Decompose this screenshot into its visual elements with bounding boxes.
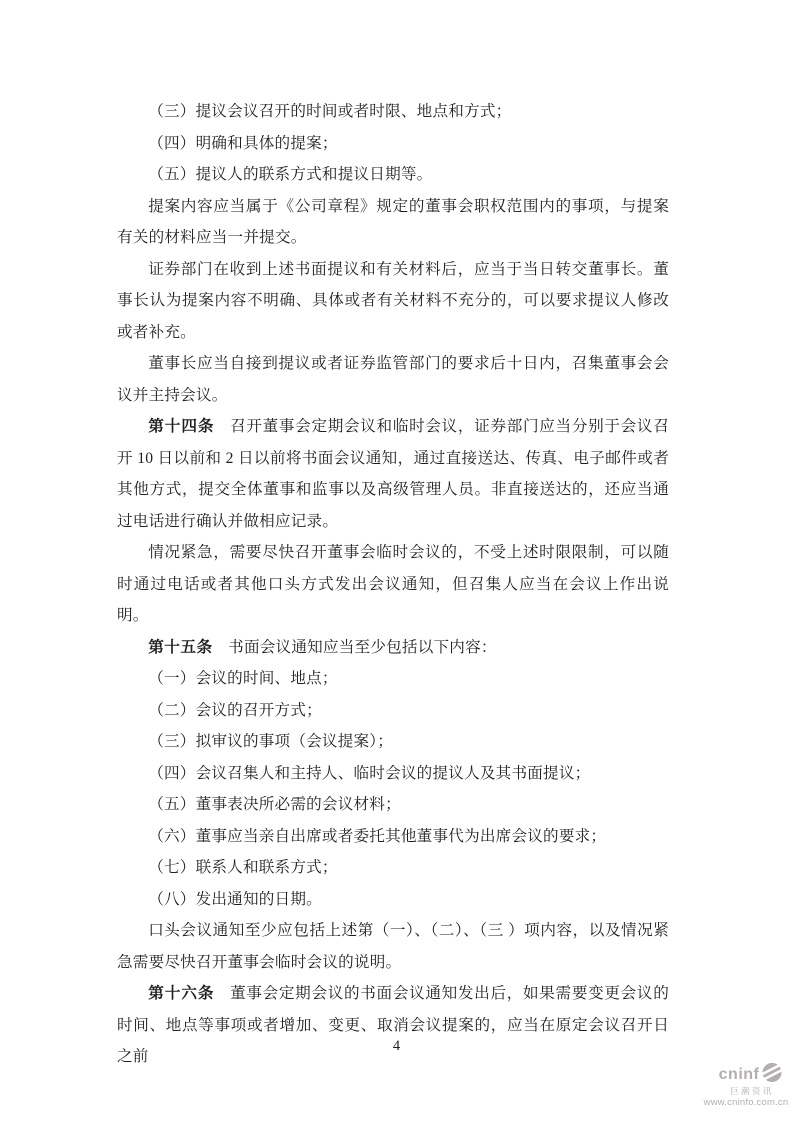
paragraph: 口头会议通知至少应包括上述第（一）、（二）、（三 ）项内容，以及情况紧急需要尽快召开董事会临时会议的说明。 [117,922,669,971]
paragraph: （七）联系人和联系方式； [148,859,338,876]
paragraph: 提案内容应当属于《公司章程》规定的董事会职权范围内的事项，与提案有关的材料应当一并提交。 [117,197,669,246]
article-text: 书面会议通知应当至少包括以下内容： [228,638,497,656]
article-paragraph [117,411,669,537]
paragraph: （六）董事应当亲自出席或者委托其他董事代为出席会议的要求； [148,827,607,845]
article-paragraph [117,632,669,664]
paragraph: 情况紧急，需要尽快召开董事会临时会议的，不受上述时限限制，可以随时通过电话或者其他口头方式发出会议通知，但召集人应当在会议上作出说明。 [117,544,669,624]
document-body [117,96,669,1073]
article-text: 董事会定期会议的书面会议通知发出后，如果需要变更会议的时间、地点等事项或者增加、变更、取消会议提案的，应当在原定会议召开日之前 [117,985,669,1065]
article-text: 召开董事会定期会议和临时会议，证券部门应当分别于会议召开 10 日以前和 2 日以前将书面会议通知，通过直接送达、传真、电子邮件或者其他方式，提交全体董事和监事以及高级管理人员。非直接送达的，还应当通过电话进行确认并做相应记录。 [117,418,669,530]
paragraph: （一）会议的时间、地点； [148,670,338,687]
article-number: 第十六条 [148,985,215,1002]
cninfo-brand-text: cninf [718,1066,760,1083]
paragraph: 董事长应当自接到提议或者证券监管部门的要求后十日内，召集董事会会议并主持会议。 [117,355,669,404]
paragraph: （三）拟审议的事项（会议提案）； [148,733,394,750]
cninfo-swirl-icon [761,1062,783,1088]
paragraph: （三）提议会议召开的时间或者时限、地点和方式； [148,103,512,120]
cninfo-logo-chinese-name: 巨潮资讯 [729,1086,774,1096]
article-number: 第十五条 [148,638,213,656]
page-number: 4 [392,1038,401,1054]
article-paragraph [117,978,669,1073]
cninfo-logo-row [702,1064,790,1086]
cninfo-logo [702,1064,790,1109]
paragraph: （四）明确和具体的提案； [148,134,338,152]
article-number: 第十四条 [148,418,215,435]
paragraph: 证券部门在收到上述书面提议和有关材料后，应当于当日转交董事长。董事长认为提案内容不明确、具体或者有关材料不充分的，可以要求提议人修改或者补充。 [117,260,669,341]
paragraph: （五）提议人的联系方式和提议日期等。 [148,166,433,183]
paragraph: （五）董事表决所必需的会议材料； [148,796,401,813]
paragraph: （八）发出通知的日期。 [148,890,322,908]
paragraph: （四）会议召集人和主持人、临时会议的提议人及其书面提议； [148,764,591,782]
paragraph: （二）会议的召开方式； [148,701,322,719]
cninfo-logo-url: www.cninfo.com.cn [703,1097,789,1108]
